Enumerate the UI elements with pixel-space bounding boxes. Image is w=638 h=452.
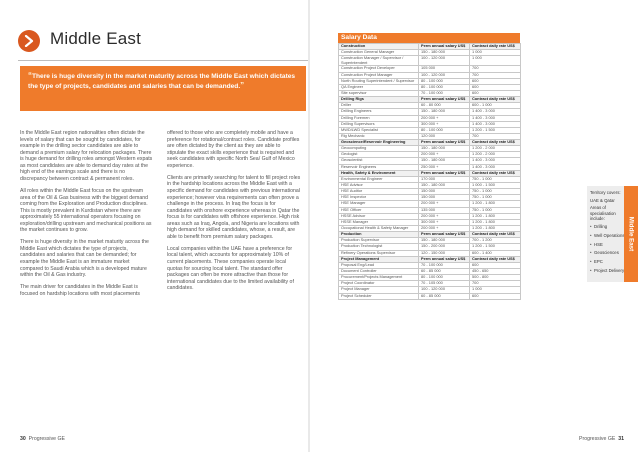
role-cell: MWD/LWD Specialist: [339, 127, 419, 133]
specialisation-item: • HSE: [590, 242, 625, 248]
perm-salary-cell: 100 - 120 000: [419, 72, 470, 78]
page-number-left: 30: [20, 436, 26, 442]
contract-rate-cell: 1 200 - 1 500: [470, 244, 521, 250]
contract-rate-cell: 1 200 - 2 000: [470, 146, 521, 152]
perm-salary-cell: 80 - 100 000: [419, 275, 470, 281]
role-cell: Rig Mechanic: [339, 133, 419, 139]
page-title: Middle East: [50, 29, 142, 48]
role-cell: Geoscientist: [339, 158, 419, 164]
contract-rate-cell: 600: [470, 262, 521, 268]
specialisation-item: • Drilling: [590, 224, 625, 230]
perm-salary-cell: 200 000 +: [419, 213, 470, 219]
role-cell: Reservoir Engineers: [339, 164, 419, 170]
role-cell: Project Coordinator: [339, 281, 419, 287]
perm-salary-cell: 60 - 85 000: [419, 293, 470, 299]
role-cell: Environmental Engineer: [339, 176, 419, 182]
section-col-perm: Perm annual salary US$: [419, 140, 470, 146]
role-cell: Construction Project Developer: [339, 66, 419, 72]
section-col-contract: Contract daily rate US$: [470, 170, 521, 176]
contract-rate-cell: 1 000: [470, 287, 521, 293]
perm-salary-cell: 80 - 100 000: [419, 127, 470, 133]
perm-salary-cell: 250 000 +: [419, 164, 470, 170]
role-cell: Document Controller: [339, 269, 419, 275]
contract-rate-cell: 750 - 1 000: [470, 195, 521, 201]
section-col-contract: Contract daily rate US$: [470, 140, 521, 146]
section-col-contract: Contract daily rate US$: [470, 232, 521, 238]
perm-salary-cell: 150 - 180 000: [419, 109, 470, 115]
contract-rate-cell: 1 200 - 1 500: [470, 127, 521, 133]
paragraph: offered to those who are completely mobile and have a preference for rotational/contract roles. Candidate profiles are often dictated by the client as they are able to stipulate the exact skills experience that is required and seek candidates with specific North Sea/ Gulf of Mexico experience.: [167, 130, 300, 169]
chevron-right-icon: [18, 30, 40, 52]
contract-rate-cell: 600: [470, 293, 521, 299]
perm-salary-cell: 70 - 100 000: [419, 262, 470, 268]
role-cell: HSE Auditor: [339, 189, 419, 195]
section-name: Drilling Rigs: [339, 97, 419, 103]
role-cell: Construction Project Manager: [339, 72, 419, 78]
contract-rate-cell: 700: [470, 72, 521, 78]
role-cell: Proposal Eng/Lead: [339, 262, 419, 268]
contract-rate-cell: 1 000: [470, 56, 521, 66]
perm-salary-cell: 105 000: [419, 66, 470, 72]
section-name: Project Management: [339, 256, 419, 262]
footer-brand-right: Progressive GE: [579, 436, 616, 442]
role-cell: Project Manager: [339, 287, 419, 293]
contract-rate-cell: 1 200 - 2 000: [470, 152, 521, 158]
page-number-right: 31: [618, 436, 624, 442]
contract-rate-cell: 1 200 - 1 800: [470, 213, 521, 219]
perm-salary-cell: 200 000 +: [419, 115, 470, 121]
pull-quote-text: [28, 72, 298, 91]
paragraph: All roles within the Middle East focus on the upstream area of the Oil & Gas business with the biggest demand coming from the Exploration and Production disciplines. This is mostly prevalent in Kurdistan where there are approximately 55 international operators focusing on exploration/drilling upstream and mechanical positions as the market continues to grow.: [20, 187, 152, 234]
contract-rate-cell: 700 - 1 200: [470, 238, 521, 244]
paragraph: There is huge diversity in the market maturity across the Middle East which dictates the type of projects, candidates and salaries that can be demanded; for example the Middle East is an immature market compared to Saudi Arabia which is a developed mature within the Oil & Gas industry.: [20, 239, 149, 279]
role-cell: North Routing Superintendent / Supervisor: [339, 78, 419, 84]
perm-salary-cell: 200 000 +: [419, 152, 470, 158]
section-col-contract: Contract daily rate US$: [470, 44, 521, 50]
role-cell: Construction General Manager: [339, 50, 419, 56]
role-cell: Production Technologist: [339, 244, 419, 250]
section-col-perm: Perm annual salary US$: [419, 97, 470, 103]
perm-salary-cell: 300 000 +: [419, 219, 470, 225]
perm-salary-cell: 80 - 100 000: [419, 84, 470, 90]
perm-salary-cell: 300 000 +: [419, 121, 470, 127]
contract-rate-cell: 600 - 1 400: [470, 250, 521, 256]
footer-brand-left: Progressive GE: [28, 436, 65, 442]
contract-rate-cell: 700: [470, 133, 521, 139]
role-cell: Drilling Supervisors: [339, 121, 419, 127]
perm-salary-cell: 100 - 120 000: [419, 56, 470, 66]
role-cell: QA Engineer: [339, 84, 419, 90]
contract-rate-cell: 700: [470, 66, 521, 72]
specialisation-list: [590, 224, 625, 274]
role-cell: Geologist: [339, 152, 419, 158]
perm-salary-cell: 170 000: [419, 176, 470, 182]
pull-quote-body: There is huge diversity in the market maturity across the Middle East which dictates the type of projects, candidates and salaries that can be demanded.: [28, 73, 296, 90]
perm-salary-cell: 60 - 80 000: [419, 103, 470, 109]
side-panel-content: [590, 190, 625, 277]
contract-rate-cell: 500 - 800: [470, 275, 521, 281]
section-col-perm: Perm annual salary US$: [419, 44, 470, 50]
salary-grid: [338, 43, 521, 300]
role-cell: Driller: [339, 103, 419, 109]
contract-rate-cell: 750 - 1 000: [470, 189, 521, 195]
paragraph: The main driver for candidates in the Middle East is focused on hardship locations with most placements: [20, 284, 140, 297]
contract-rate-cell: 600 - 1 000: [470, 103, 521, 109]
specialisation-item: • Geosciences: [590, 250, 625, 256]
table-row: [339, 293, 521, 299]
perm-salary-cell: 150 000: [419, 189, 470, 195]
specialisation-item: • EPC: [590, 259, 625, 265]
role-cell: HSE Officer: [339, 207, 419, 213]
contract-rate-cell: 1 400 - 3 000: [470, 109, 521, 115]
contract-rate-cell: 750 - 1 000: [470, 176, 521, 182]
section-col-perm: Perm annual salary US$: [419, 170, 470, 176]
salary-table-title: Salary Data: [338, 33, 520, 43]
perm-salary-cell: 70 - 105 000: [419, 281, 470, 287]
perm-salary-cell: 135 000: [419, 207, 470, 213]
perm-salary-cell: 150 - 180 000: [419, 183, 470, 189]
perm-salary-cell: 120 000: [419, 133, 470, 139]
section-col-perm: Perm annual salary US$: [419, 256, 470, 262]
pull-quote: [20, 66, 306, 111]
contract-rate-cell: 600: [470, 90, 521, 96]
contract-rate-cell: 600: [470, 84, 521, 90]
contract-rate-cell: 1 200 - 1 800: [470, 201, 521, 207]
role-cell: HSSE Advisor: [339, 213, 419, 219]
section-tab-text: Middle East: [627, 216, 635, 252]
role-cell: HSSE Manager: [339, 219, 419, 225]
perm-salary-cell: 200 000 +: [419, 226, 470, 232]
role-cell: Geocomputing: [339, 146, 419, 152]
contract-rate-cell: 700: [470, 281, 521, 287]
section-tab-label: [624, 186, 638, 282]
role-cell: Drilling Engineers: [339, 109, 419, 115]
role-cell: Project Scheduler: [339, 293, 419, 299]
contract-rate-cell: 1 400 - 3 000: [470, 121, 521, 127]
footer-left: [20, 436, 65, 442]
role-cell: Occupational Health & Safety Manager: [339, 226, 419, 232]
contract-rate-cell: 600: [470, 78, 521, 84]
role-cell: Procurement/Projects Management: [339, 275, 419, 281]
perm-salary-cell: 80 - 100 000: [419, 78, 470, 84]
salary-table: [338, 33, 520, 300]
paragraph: In the Middle East region nationalities often dictate the levels of salary that can be sought by candidates, for example in the drilling sector candidates are able to demand a premium salary for relocation packages. There is huge demand for drilling roles amongst Western expats as most candidates are able to demand day rates at the high end of the earnings scale and there is no discrepancy between contract & permanent roles.: [20, 130, 153, 182]
perm-salary-cell: 150 - 180 000: [419, 146, 470, 152]
contract-rate-cell: 750 - 1 000: [470, 207, 521, 213]
close-quote-mark: ”: [240, 80, 245, 90]
paragraph: Clients are primarily searching for talent to fill project roles in the hardship locations across the Middle East with a specific demand for candidates with previous international experience; however visa requirements can often prove a challenge in the process. In Iraq the focus is for candidates with onshore experience whereas in Qatar the focus is for candidates with offshore experience. High risk areas such as Iraq, Angola, and Nigeria are locations with high demand for skilled candidates, whose, a result, are able to benefit from premium salary packages.: [167, 174, 301, 240]
territory-value: UAE & Qatar: [590, 197, 615, 203]
role-cell: Site supervisor: [339, 90, 419, 96]
role-cell: HSE Advisor: [339, 183, 419, 189]
body-column-a: [20, 130, 154, 303]
table-row: [339, 56, 521, 66]
specialisation-item: • Project Delivery: [590, 268, 625, 274]
contract-rate-cell: 450 - 650: [470, 269, 521, 275]
contract-rate-cell: 1 400 - 3 000: [470, 164, 521, 170]
contract-rate-cell: 1 000: [470, 50, 521, 56]
perm-salary-cell: 60 - 85 000: [419, 269, 470, 275]
contract-rate-cell: 1 200 - 1 800: [470, 226, 521, 232]
perm-salary-cell: 150 - 180 000: [419, 158, 470, 164]
page-spine: [308, 0, 310, 452]
open-quote-mark: “: [28, 71, 32, 80]
perm-salary-cell: 150 - 180 000: [419, 238, 470, 244]
section-name: Production: [339, 232, 419, 238]
perm-salary-cell: 150 000: [419, 195, 470, 201]
contract-rate-cell: 1 400 - 3 000: [470, 115, 521, 121]
header-divider: [18, 60, 308, 61]
section-name: Health, Safety & Environment: [339, 170, 419, 176]
body-column-b: [167, 130, 301, 297]
role-cell: Production Supervisor: [339, 238, 419, 244]
section-name: Geoscience/Reservoir Engineering: [339, 140, 419, 146]
perm-salary-cell: 120 - 150 000: [419, 250, 470, 256]
specialisation-item: • Well Operations: [590, 233, 625, 239]
contract-rate-cell: 1 000 - 1 500: [470, 183, 521, 189]
perm-salary-cell: 150 - 200 000: [419, 244, 470, 250]
contract-rate-cell: 1 400 - 3 000: [470, 158, 521, 164]
section-col-contract: Contract daily rate US$: [470, 97, 521, 103]
paragraph: Local companies within the UAE have a preference for local talent, which accounts for approximately 10% of current placements. These companies operate local quotas for sourcing local talent. The standard offer packages can often be more attractive than those for international candidates due to the limited availability of candidates.: [167, 245, 294, 292]
territory-label: Territory covers:: [590, 190, 621, 195]
role-cell: HSE Manager: [339, 201, 419, 207]
section-col-perm: Perm annual salary US$: [419, 232, 470, 238]
perm-salary-cell: 150 - 180 000: [419, 50, 470, 56]
contract-rate-cell: 1 200 - 1 800: [470, 219, 521, 225]
section-col-contract: Contract daily rate US$: [470, 256, 521, 262]
footer-right: [579, 436, 624, 442]
role-cell: Construction Manager / Supervisor / Superintendent: [339, 56, 419, 66]
role-cell: Refinery Operations Supervisor: [339, 250, 419, 256]
section-name: Construction: [339, 44, 419, 50]
role-cell: Drilling Foremen: [339, 115, 419, 121]
perm-salary-cell: 100 - 120 000: [419, 287, 470, 293]
specialisation-label: Areas of specialisation include:: [590, 205, 616, 222]
perm-salary-cell: 70 - 100 000: [419, 90, 470, 96]
perm-salary-cell: 200 000 +: [419, 201, 470, 207]
role-cell: HSE Inspector: [339, 195, 419, 201]
